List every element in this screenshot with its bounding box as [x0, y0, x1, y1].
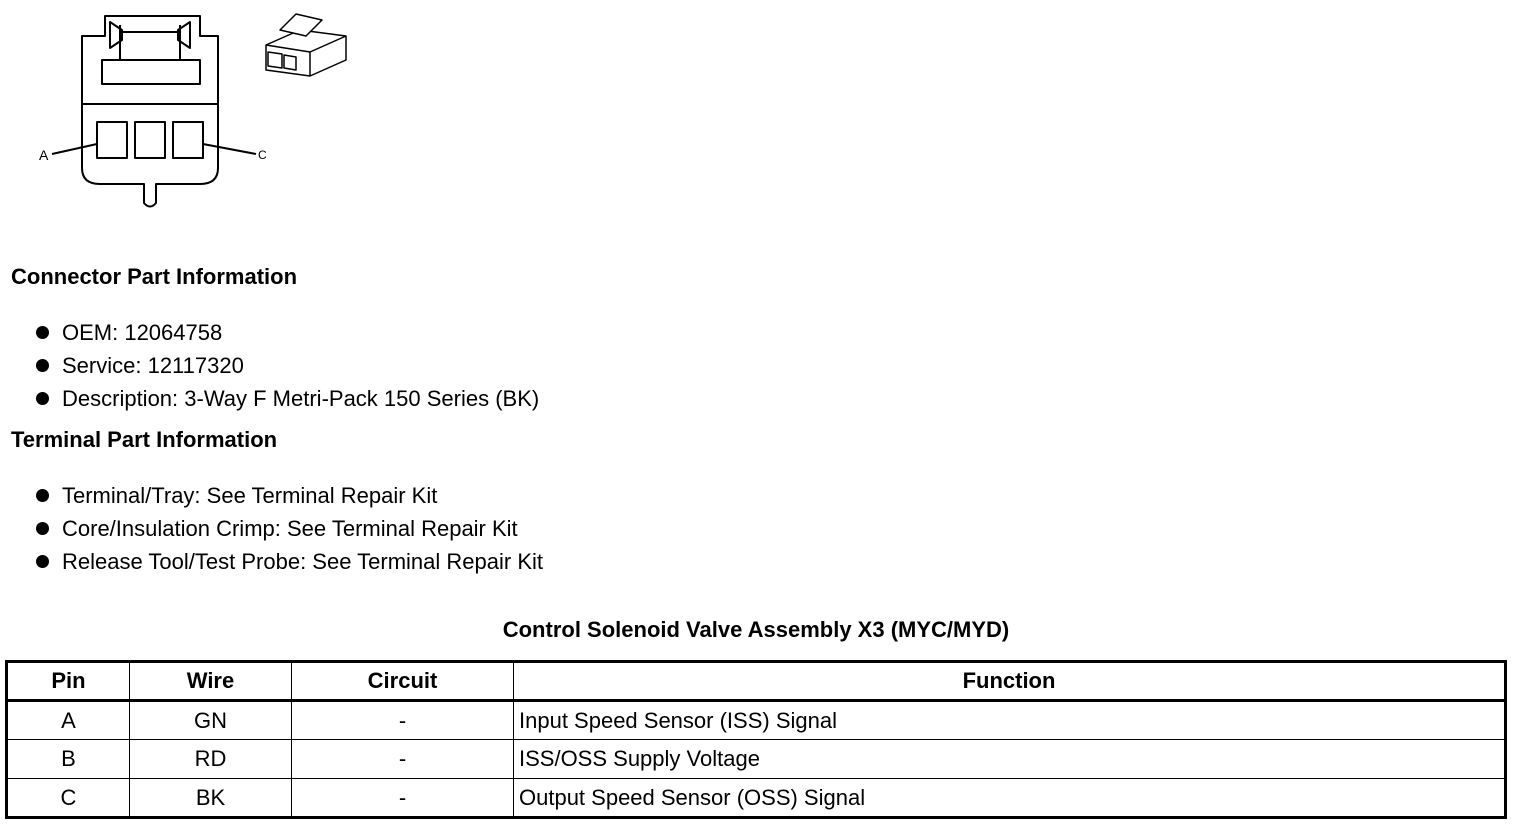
- cell-wire: BK: [130, 779, 292, 818]
- connector-part-info-list: [12, 316, 539, 415]
- connector-iso-icon: [266, 14, 346, 76]
- cell-function: Output Speed Sensor (OSS) Signal: [514, 779, 1506, 818]
- col-header-function: Function: [514, 662, 1506, 701]
- list-item-text: Service: 12117320: [62, 353, 244, 378]
- list-item: [12, 382, 539, 415]
- list-item-text: Release Tool/Test Probe: See Terminal Repair Kit: [62, 549, 543, 574]
- list-item: [12, 545, 543, 578]
- cavity-a: [97, 122, 127, 158]
- list-item: [12, 512, 543, 545]
- cell-circuit: -: [292, 701, 514, 740]
- list-item-text: OEM: 12064758: [62, 320, 223, 345]
- bullet-icon: [36, 392, 49, 405]
- label-a: A: [39, 147, 49, 163]
- terminal-part-info-heading: Terminal Part Information: [11, 427, 278, 452]
- list-item: [12, 479, 543, 512]
- cell-function: Input Speed Sensor (ISS) Signal: [514, 701, 1506, 740]
- table-row: [7, 779, 1506, 818]
- bullet-icon: [36, 522, 49, 535]
- list-item: [12, 316, 539, 349]
- col-header-circuit: Circuit: [292, 662, 514, 701]
- connector-diagram: [0, 0, 380, 220]
- list-item-text: Core/Insulation Crimp: See Terminal Repair Kit: [62, 516, 518, 541]
- list-item-text: Terminal/Tray: See Terminal Repair Kit: [62, 483, 438, 508]
- terminal-part-info-list: [12, 479, 543, 578]
- connector-latch: [102, 60, 200, 84]
- col-header-pin: Pin: [7, 662, 130, 701]
- cavity-c: [173, 122, 203, 158]
- bullet-icon: [36, 359, 49, 372]
- cell-pin: C: [7, 779, 130, 818]
- table-row: [7, 701, 1506, 740]
- table-row: [7, 740, 1506, 779]
- cell-wire: GN: [130, 701, 292, 740]
- bullet-icon: [36, 489, 49, 502]
- connector-part-info-heading: Connector Part Information: [11, 264, 298, 289]
- cell-circuit: -: [292, 740, 514, 779]
- cell-circuit: -: [292, 779, 514, 818]
- bullet-icon: [36, 326, 49, 339]
- table-title: Control Solenoid Valve Assembly X3 (MYC/MYD): [502, 617, 1010, 642]
- cell-wire: RD: [130, 740, 292, 779]
- cell-pin: A: [7, 701, 130, 740]
- list-item-text: Description: 3-Way F Metri-Pack 150 Series (BK): [62, 386, 540, 411]
- col-header-wire: Wire: [130, 662, 292, 701]
- connector-face-outline: [82, 16, 218, 207]
- cell-pin: B: [7, 740, 130, 779]
- cell-function: ISS/OSS Supply Voltage: [514, 740, 1506, 779]
- pinout-table: [5, 660, 1507, 819]
- label-c: C: [258, 148, 267, 162]
- cavity-b: [135, 122, 165, 158]
- bullet-icon: [36, 555, 49, 568]
- list-item: [12, 349, 539, 382]
- table-header-row: [7, 662, 1506, 701]
